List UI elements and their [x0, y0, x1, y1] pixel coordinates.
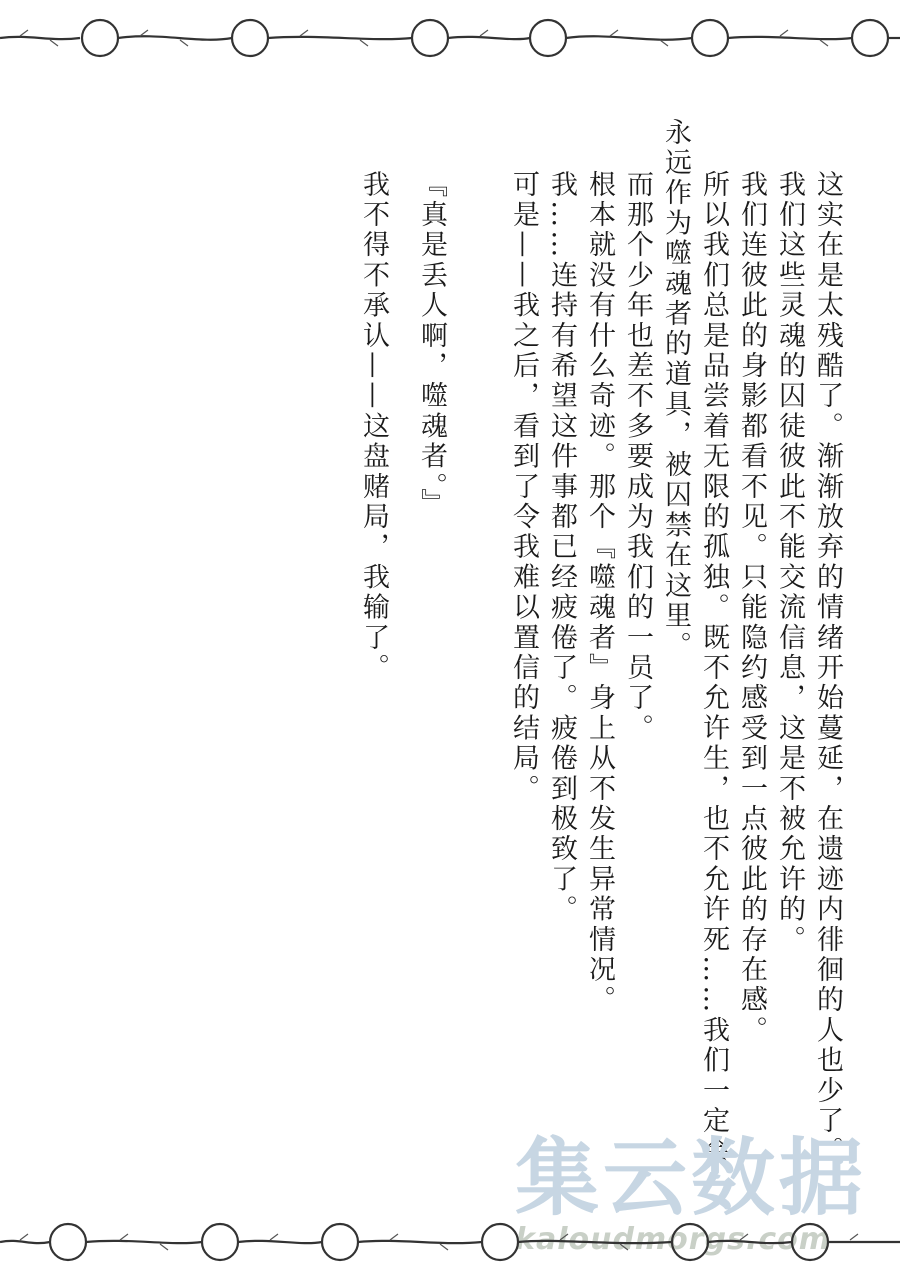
text-column-3: 我们连彼此的身影都看不见。只能隐约感受到一点彼此的存在感。 — [736, 170, 767, 1046]
text-column-7: 根本就没有什么奇迹。那个『噬魂者』身上从不发生异常情况。 — [584, 170, 615, 1016]
text-column-2: 我们这些灵魂的囚徒彼此不能交流信息，这是不被允许的。 — [774, 170, 805, 956]
text-column-4: 所以我们总是品尝着无限的孤独。既不允许生，也不允许死……我们一定会 — [698, 170, 729, 1167]
watermark-url: kaloudmorgs.com — [515, 1222, 831, 1257]
text-column-10: 『真是丢人啊，噬魂者。』 — [416, 170, 447, 519]
top-chain-border — [0, 4, 900, 64]
text-column-6: 而那个少年也差不多要成为我们的一员了。 — [622, 170, 653, 744]
text-column-11: 我不得不承认——这盘赌局，我输了。 — [358, 170, 389, 684]
watermark-title: 集云数据 — [515, 1129, 868, 1227]
text-column-5: 永远作为噬魂者的道具，被囚禁在这里。 — [660, 118, 691, 662]
bottom-chain-border — [0, 1212, 900, 1272]
text-column-8: 我……连持有希望这件事都已经疲倦了。疲倦到极致了。 — [546, 170, 577, 925]
text-column-9: 可是——我之后，看到了令我难以置信的结局。 — [508, 170, 539, 805]
text-column-1: 这实在是太残酷了。渐渐放弃的情绪开始蔓延，在遗迹内徘徊的人也少了。 — [812, 170, 843, 1167]
